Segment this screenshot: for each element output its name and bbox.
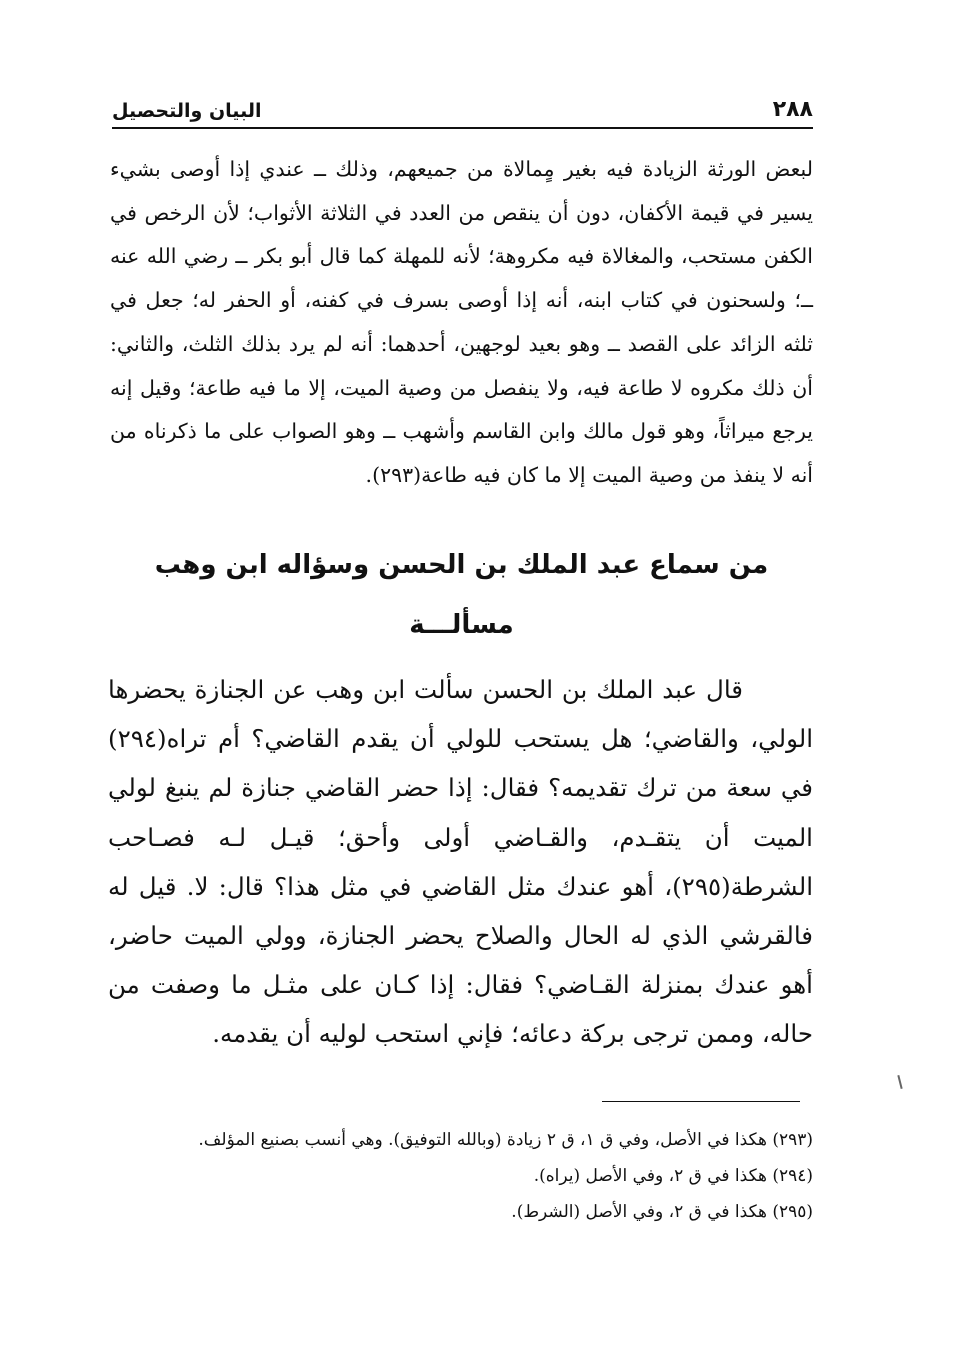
page-number: ٢٨٨ xyxy=(772,97,813,122)
footnote-separator xyxy=(602,1101,800,1102)
stray-mark xyxy=(897,1075,902,1089)
top-paragraph-block xyxy=(110,148,813,498)
running-title: البيان والتحصيل xyxy=(112,100,262,122)
footnote-294: (٢٩٤) هكذا في ق ٢، وفي الأصل (يراه). xyxy=(533,1166,813,1186)
footnote-293: (٢٩٣) هكذا في الأصل، وفي ق ١، ق ٢ زيادة (وبالله التوفيق). وهي أنسب بصنيع المؤلف. xyxy=(198,1130,813,1150)
section-heading: من سماع عبد الملك بن الحسن وسؤاله ابن وهب xyxy=(154,550,769,580)
issue-heading: مسألـــة xyxy=(409,610,514,640)
main-paragraph: قال عبد الملك بن الحسن سألت ابن وهب عن الجنازة يحضرها الولي، والقاضي؛ هل يستحب للولي أن يقدم القاضي؟ أم تراه(٢٩٤) في سعة من ترك تقديمه؟ فقال: إذا حضر القاضي جنازة لم ينبغ لولي الميت أن يتقـدم، والقـاضي أولى وأحق؛ قيـل لـه فصـاحب الشرطة(٢٩٥)، أهو عندك مثل القاضي في مثل هذا؟ قال: لا. قيل له فالقرشي الذي له الحال والصلاح يحضر الجنازة، وولي الميت حاضر، أهو عندك بمنزلة القـاضي؟ فقال: إذا كـان على مثـل ما وصفت من حاله، وممن ترجى بركة دعائه؛ فإني استحب لوليه أن يقدمه. xyxy=(108,675,813,1049)
footnotes xyxy=(112,1122,813,1230)
footnote-295: (٢٩٥) هكذا في ق ٢، وفي الأصل (الشرط). xyxy=(511,1202,813,1222)
top-paragraph: لبعض الورثة الزيادة فيه بغير مٍمالاة من جميعهم، وذلك ــ عندي إذا أوصى بشيء يسير في قيمة الأكفان، دون أن ينقص من العدد في الثلاثة الأثواب؛ لأن الرخص في الكفن مستحب، والمغالاة فيه مكروهة؛ لأنه للمهلة كما قال أبو بكر ــ رضي الله عنه ــ؛ ولسحنون في كتاب ابنه، أنه إذا أوصى بسرف في كفنه، أو الحفر له؛ جعل في ثلثه الزائد على القصد ــ وهو بعيد لوجهين، أحدهما: أنه لم يرد بذلك الثلث، والثاني: أن ذلك مكروه لا طاعة فيه، ولا ينفصل من وصية الميت، إلا ما فيه طاعة؛ وقيل إنه يرجع ميراثاً، وهو قول مالك وابن القاسم وأشهب ــ وهو الصواب على ما ذكرناه من أنه لا ينفذ من وصية الميت إلا ما كان فيه طاعة(٢٩٣). xyxy=(110,157,813,487)
main-paragraph-block xyxy=(108,665,813,1059)
page-header xyxy=(112,86,813,122)
header-rule xyxy=(112,127,813,129)
